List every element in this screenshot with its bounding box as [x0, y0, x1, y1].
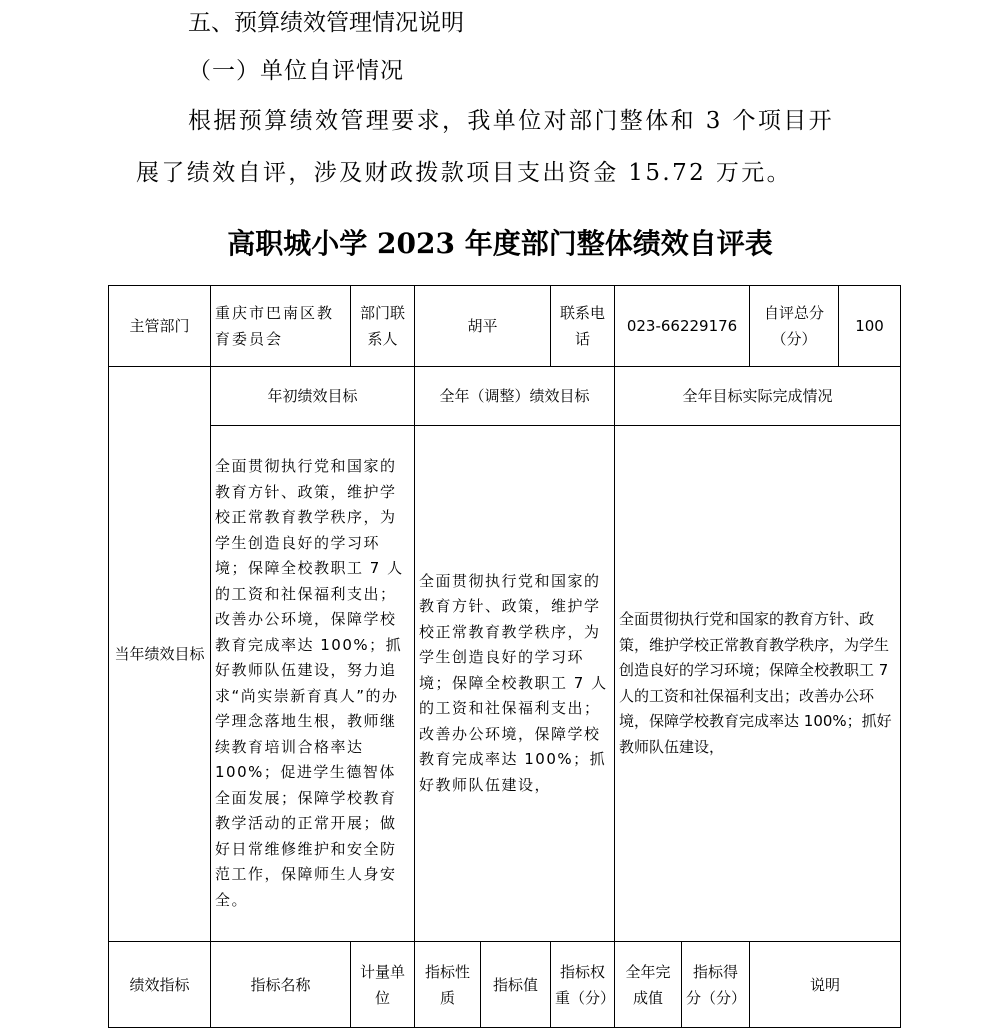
sub-title: （一）单位自评情况 [188, 58, 404, 84]
indicator-unit-header: 计量单位 [351, 942, 415, 1028]
dept-label: 主管部门 [109, 286, 211, 367]
paragraph-line-2: 展了绩效自评，涉及财政拨款项目支出资金 15.72 万元。 [136, 160, 793, 186]
indicator-weight-header: 指标权重（分） [551, 942, 615, 1028]
goals-col-initial: 年初绩效目标 [211, 367, 415, 426]
score-cell [750, 286, 901, 367]
goals-adjusted-text: 全面贯彻执行党和国家的教育方针、政策，维护学校正常教育教学秩序，为学生创造良好的学习环境；保障全校教职工 7 人的工资和社保福利支出；改善办公环境，保障学校教育完成率达 100%；抓好教师队伍建设， [415, 426, 615, 942]
phone-value: 023-66229176 [615, 286, 750, 367]
paragraph-line-1: 根据预算绩效管理要求，我单位对部门整体和 3 个项目开 [188, 108, 835, 134]
goals-actual-text: 全面贯彻执行党和国家的教育方针、政策，维护学校正常教育教学秩序，为学生创造良好的学习环境；保障全校教职工 7 人的工资和社保福利支出；改善办公环境，保障学校教育完成率达 100%；抓好教师队伍建设， [615, 426, 901, 942]
phone-label: 联系电话 [551, 286, 615, 367]
indicator-actual-header: 全年完成值 [615, 942, 682, 1028]
goals-col-actual: 全年目标实际完成情况 [615, 367, 901, 426]
indicator-label: 绩效指标 [109, 942, 211, 1028]
section-title: 五、预算绩效管理情况说明 [188, 10, 464, 36]
indicator-name-header: 指标名称 [211, 942, 351, 1028]
indicator-nature-header: 指标性质 [415, 942, 481, 1028]
dept-value: 重庆市巴南区教育委员会 [211, 286, 351, 367]
self-evaluation-table [108, 285, 901, 1028]
table-title: 高职城小学 2023 年度部门整体绩效自评表 [227, 227, 773, 260]
goals-col-adjusted: 全年（调整）绩效目标 [415, 367, 615, 426]
score-label: 自评总分（分） [750, 286, 839, 366]
indicator-score-header: 指标得分（分） [682, 942, 750, 1028]
indicator-note-header: 说明 [750, 942, 901, 1028]
indicator-value-header: 指标值 [481, 942, 551, 1028]
contact-value: 胡平 [415, 286, 551, 367]
goals-row-label: 当年绩效目标 [109, 367, 211, 942]
goals-initial-text: 全面贯彻执行党和国家的教育方针、政策，维护学校正常教育教学秩序，为学生创造良好的学习环境；保障全校教职工 7 人的工资和社保福利支出；改善办公环境，保障学校教育完成率达 100%；抓好教师队伍建设，努力追求“尚实崇新育真人”的办学理念落地生根，教师继续教育培训合格率达 100%；促进学生德智体全面发展；保障学校教育教学活动的正常开展；做好日常维修维护和安全防范工作，保障师生人身安全。 [211, 426, 415, 942]
contact-label: 部门联系人 [351, 286, 415, 367]
score-value: 100 [855, 317, 884, 335]
